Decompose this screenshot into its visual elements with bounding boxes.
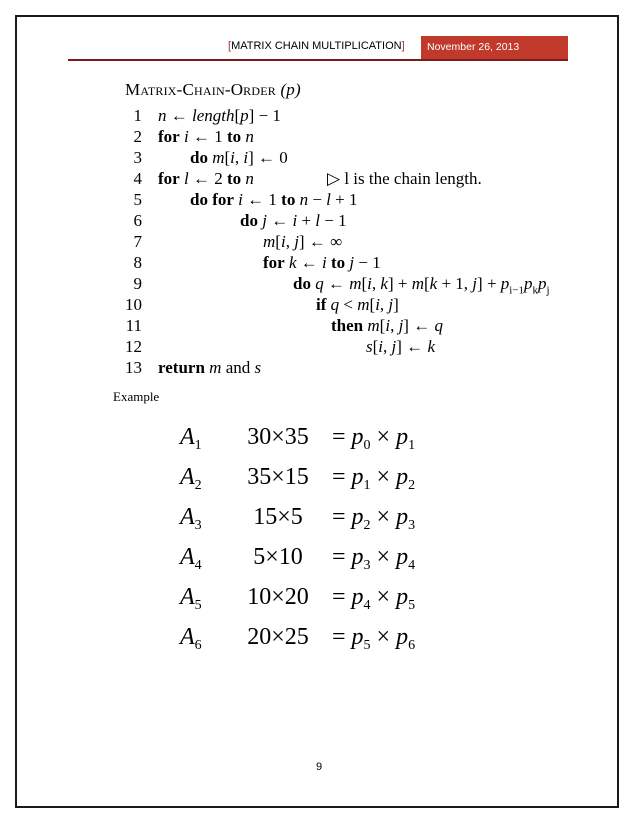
code-text: for i ← 1 to n xyxy=(158,127,254,146)
line-number: 3 xyxy=(133,148,142,167)
code-text: for k ← i to j − 1 xyxy=(263,253,381,272)
code-text: do j ← i + l − 1 xyxy=(240,211,347,230)
example-label: Example xyxy=(113,389,160,404)
algorithm-title xyxy=(125,80,301,100)
code-text: do m[i, i] ← 0 xyxy=(190,148,288,167)
matrix-dimensions: 15×5 xyxy=(253,504,303,530)
code-text: m[i, j] ← ∞ xyxy=(263,232,343,251)
page-header xyxy=(68,36,568,62)
code-text: for l ← 2 to n xyxy=(158,169,254,188)
matrix-dimensions: 5×10 xyxy=(253,544,303,570)
line-number: 5 xyxy=(133,190,142,209)
line-number: 11 xyxy=(125,316,142,335)
code-text: return m and s xyxy=(158,358,262,377)
code-text: if q < m[i, j] xyxy=(316,295,399,314)
page-border xyxy=(15,15,619,808)
line-number: 12 xyxy=(125,337,142,356)
matrix-equation: = $p_1 \times p_2$ xyxy=(332,464,416,493)
matrix-name: $A_6$ xyxy=(180,624,202,653)
matrix-name: $A_4$ xyxy=(180,544,202,573)
line-number: 13 xyxy=(125,358,142,377)
matrix-equation: = $p_5 \times p_6$ xyxy=(332,624,416,653)
header-title xyxy=(228,40,405,52)
header-title-text: MATRIX CHAIN MULTIPLICATION xyxy=(231,40,402,52)
line-number: 9 xyxy=(133,274,142,293)
code-text: s[i, j] ← k xyxy=(366,337,435,356)
matrix-equation: = $p_4 \times p_5$ xyxy=(332,584,416,613)
line-number: 10 xyxy=(125,295,142,314)
code-text: n ← length[p] − 1 xyxy=(158,106,281,125)
code-text: do for i ← 1 to n − l + 1 xyxy=(190,190,358,209)
code-text: do q ← m[i, k] + m[k + 1, $j] + p_{i-1}p_kp_j$ xyxy=(293,274,550,297)
matrix-equation: = $p_2 \times p_3$ xyxy=(332,504,416,533)
header-close-bracket: ] xyxy=(401,40,405,52)
line-number: 6 xyxy=(133,211,142,230)
header-rule xyxy=(68,59,568,61)
line-number: 2 xyxy=(133,127,142,146)
matrix-dimensions: 20×25 xyxy=(247,624,309,650)
code-text: then m[i, j] ← q xyxy=(331,316,443,335)
matrix-name: $A_3$ xyxy=(180,504,202,533)
page-number: 9 xyxy=(315,761,323,773)
matrix-dimensions: 10×20 xyxy=(247,584,309,610)
line-number: 1 xyxy=(133,106,142,125)
matrix-equation: = $p_0 \times p_1$ xyxy=(332,424,416,453)
matrix-dimensions: 35×15 xyxy=(247,464,309,490)
algorithm-name: Matrix-Chain-Order xyxy=(125,80,276,99)
matrix-name: $A_5$ xyxy=(180,584,202,613)
matrix-name: $A_1$ xyxy=(180,424,202,453)
algorithm-param: (p) xyxy=(280,80,301,99)
line-number: 8 xyxy=(133,253,142,272)
line-number: 4 xyxy=(133,169,142,188)
line-number: 7 xyxy=(133,232,142,251)
code-comment: ▷ l is the chain length. xyxy=(327,169,482,188)
matrix-dimensions: 30×35 xyxy=(247,424,309,450)
header-open-bracket: [ xyxy=(228,40,232,52)
matrix-equation: = $p_3 \times p_4$ xyxy=(332,544,416,573)
matrix-name: $A_2$ xyxy=(180,464,202,493)
header-date: November 26, 2013 xyxy=(421,36,568,59)
